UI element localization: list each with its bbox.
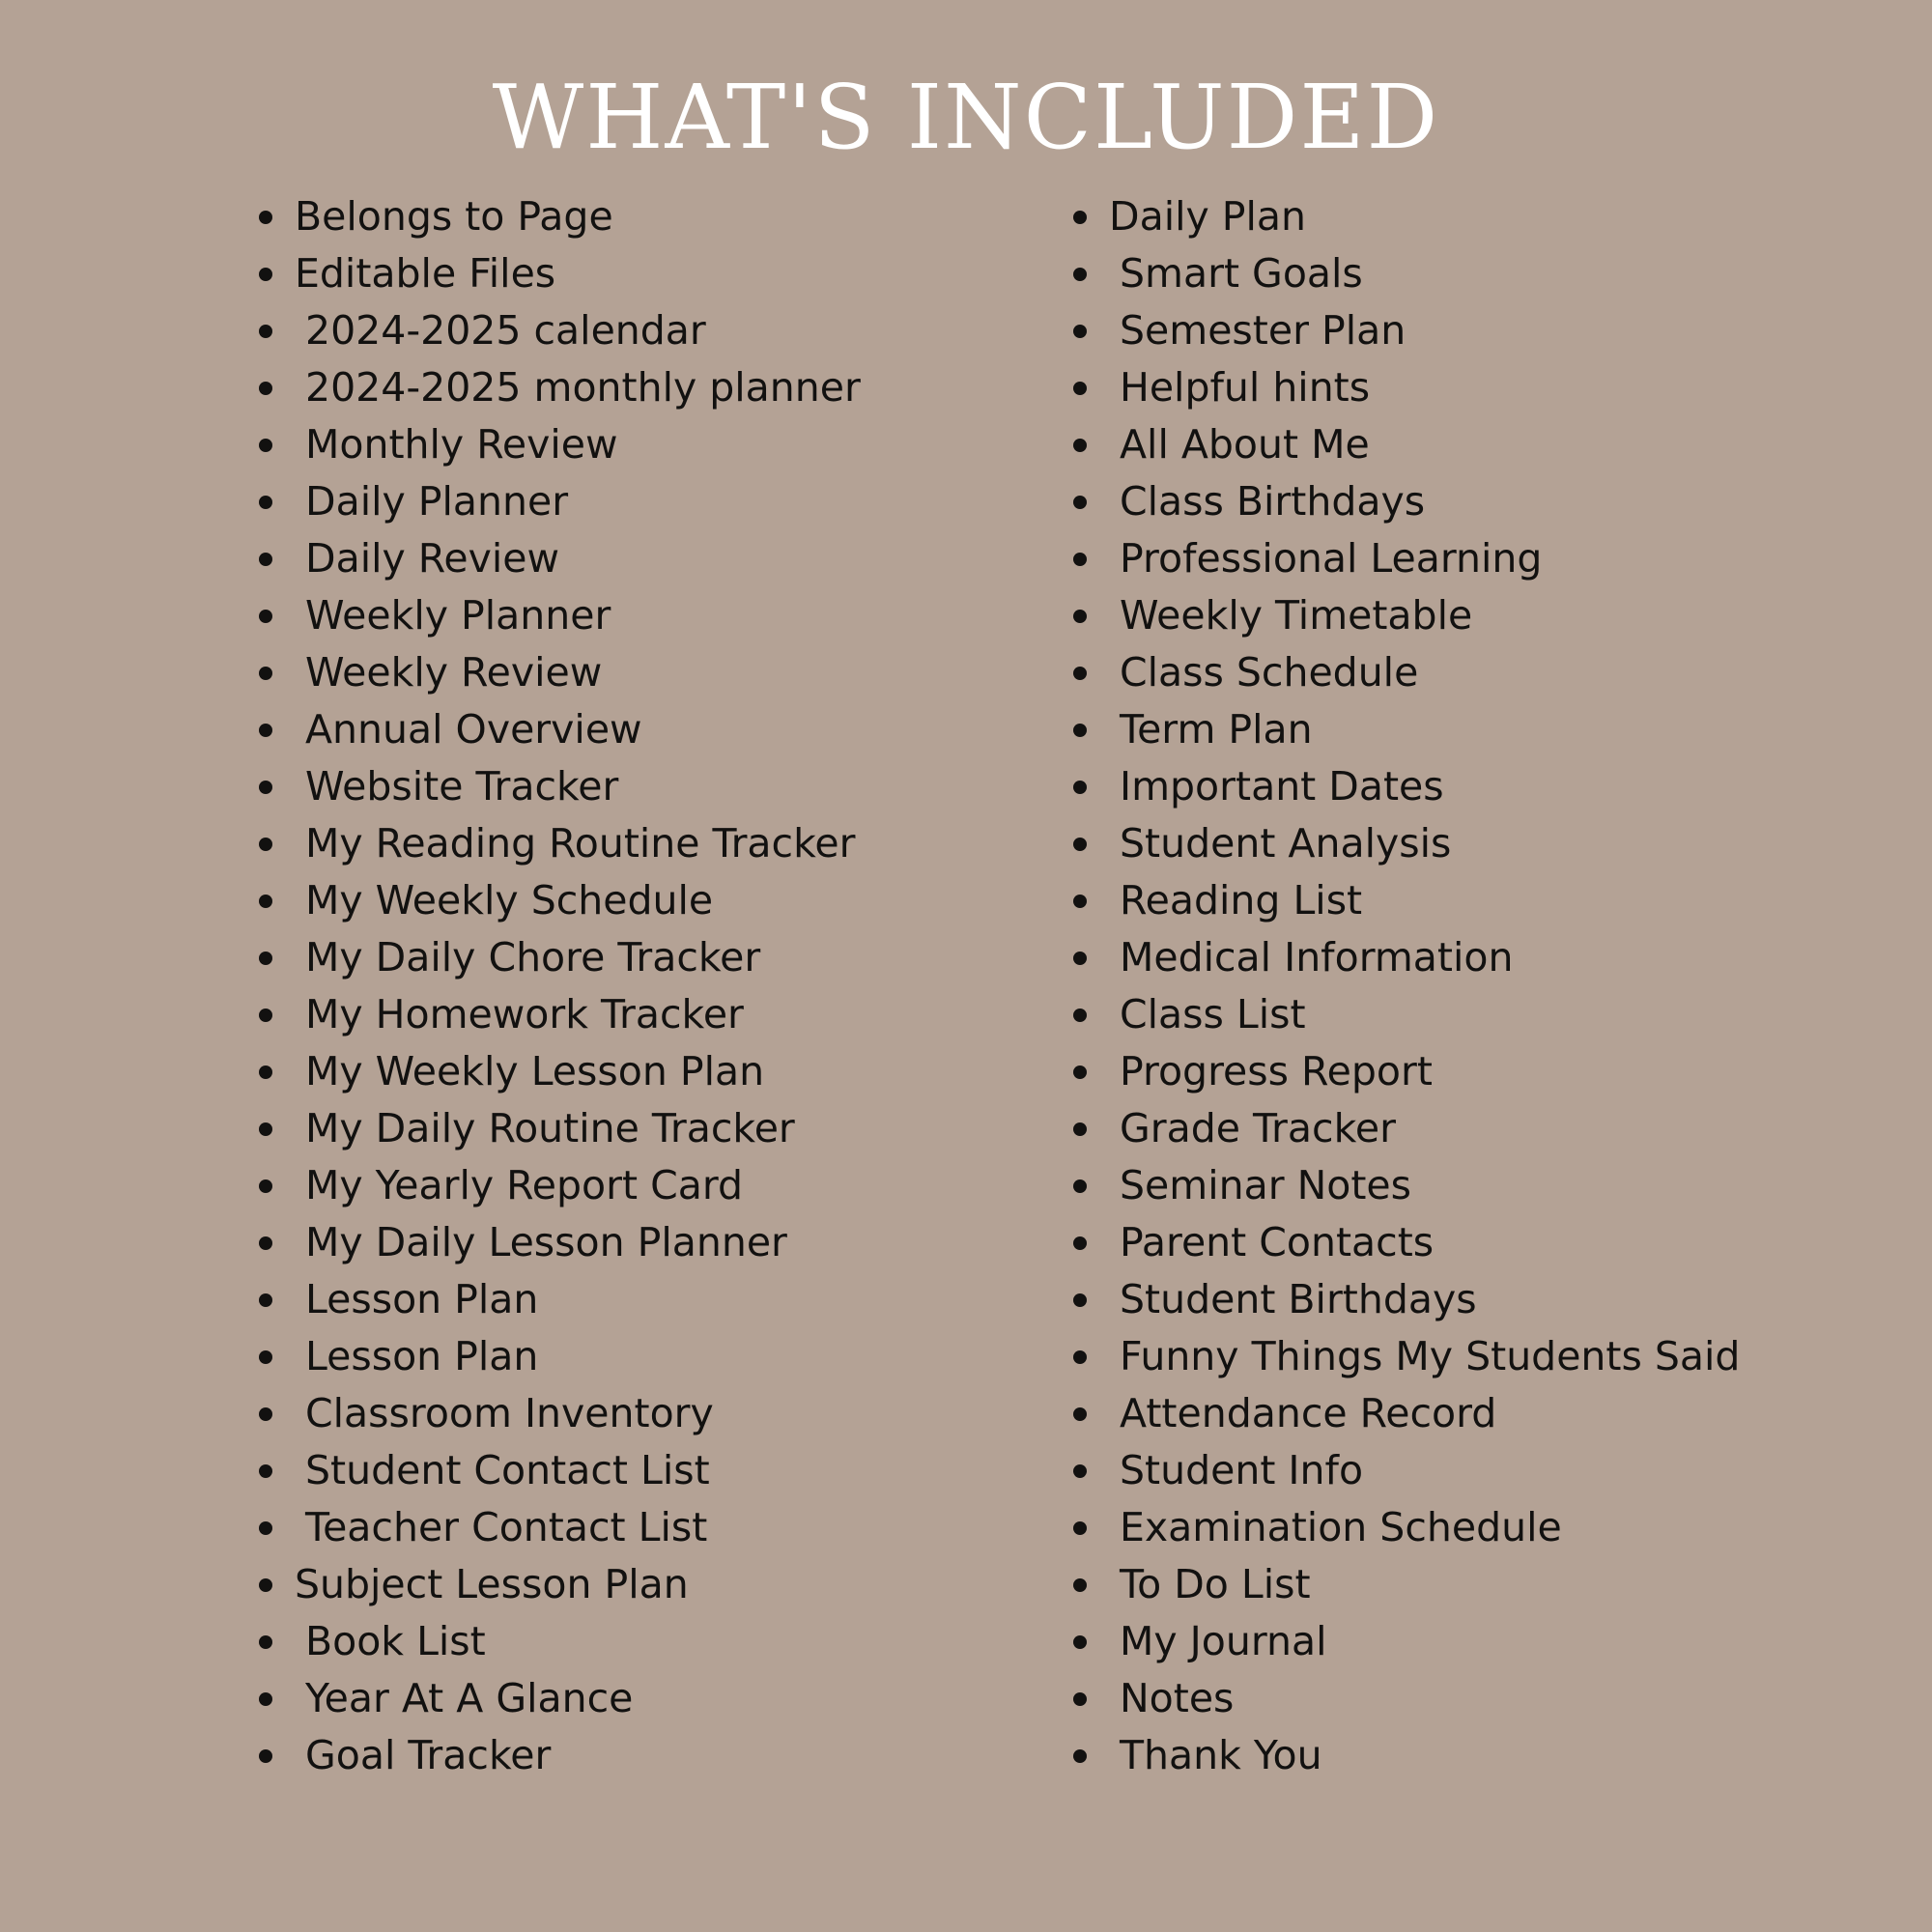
bullet-icon [259,1407,272,1421]
bullet-icon [1073,1521,1087,1535]
list-item-label: 2024-2025 monthly planner [305,364,861,411]
list-item-label: Medical Information [1120,934,1514,980]
list-item [251,1556,861,1613]
list-item-label: My Homework Tracker [305,991,744,1037]
list-item-label: Website Tracker [305,763,619,810]
bullet-icon [1073,1350,1087,1364]
list-item [1065,872,1740,929]
list-item [251,644,861,701]
bullet-icon [259,1122,272,1136]
list-item [1065,1670,1740,1727]
list-item-label: Daily Planner [305,478,569,525]
page-title: WHAT'S INCLUDED [492,66,1440,169]
list-item [1065,473,1740,530]
bullet-icon [259,781,272,794]
list-item [251,872,861,929]
bullet-icon [1073,1009,1087,1022]
list-item [251,473,861,530]
list-item [1065,1100,1740,1157]
bullet-icon [1073,1293,1087,1307]
list-item-label: Teacher Contact List [305,1504,708,1550]
bullet-icon [259,724,272,737]
list-item [1065,1613,1740,1670]
included-list-left [251,188,861,1784]
list-item [251,1214,861,1271]
list-item [1065,1271,1740,1328]
bullet-icon [259,1236,272,1250]
list-item [251,1328,861,1385]
list-item-label: 2024-2025 calendar [305,307,706,354]
bullet-icon [1073,781,1087,794]
bullet-icon [1073,1749,1087,1763]
bullet-icon [1073,895,1087,908]
bullet-icon [1073,496,1087,509]
list-item-label: Class Birthdays [1120,478,1426,525]
list-item [1065,1043,1740,1100]
list-item-label: Subject Lesson Plan [295,1561,689,1607]
bullet-icon [1073,1236,1087,1250]
bullet-icon [259,1065,272,1079]
list-item [251,245,861,302]
list-item [251,587,861,644]
list-item-label: Student Analysis [1120,820,1452,867]
list-item [1065,587,1740,644]
list-item-label: Funny Things My Students Said [1120,1333,1741,1379]
bullet-icon [259,610,272,623]
bullet-icon [259,838,272,851]
bullet-icon [1073,553,1087,566]
bullet-icon [1073,268,1087,281]
bullet-icon [1073,1122,1087,1136]
list-item-label: Attendance Record [1120,1390,1497,1436]
list-item-label: Monthly Review [305,421,618,468]
list-item-label: Helpful hints [1120,364,1371,411]
list-item [1065,1328,1740,1385]
list-item-label: My Yearly Report Card [305,1162,744,1208]
list-item-label: My Weekly Lesson Plan [305,1048,765,1094]
list-item [1065,815,1740,872]
list-item-label: Daily Plan [1109,193,1306,240]
bullet-icon [1073,439,1087,452]
bullet-icon [1073,382,1087,395]
list-item [1065,986,1740,1043]
bullet-icon [1073,1407,1087,1421]
list-item-label: Editable Files [295,250,556,297]
list-item-label: Daily Review [305,535,560,582]
list-item [1065,530,1740,587]
list-item-label: Class List [1120,991,1306,1037]
list-item [1065,302,1740,359]
list-item-label: My Reading Routine Tracker [305,820,856,867]
list-item-label: Student Info [1120,1447,1364,1493]
bullet-icon [1073,1578,1087,1592]
list-item [251,1442,861,1499]
list-item-label: My Daily Routine Tracker [305,1105,795,1151]
bullet-icon [259,439,272,452]
list-item [1065,701,1740,758]
bullet-icon [1073,1179,1087,1193]
list-item-label: Examination Schedule [1120,1504,1562,1550]
list-item-label: Student Contact List [305,1447,710,1493]
bullet-icon [1073,610,1087,623]
bullet-icon [1073,838,1087,851]
bullet-icon [259,1009,272,1022]
included-list-right [1065,188,1740,1784]
list-item [251,1100,861,1157]
list-item [1065,1556,1740,1613]
bullet-icon [1073,1692,1087,1706]
list-item [251,188,861,245]
list-item [251,1499,861,1556]
list-item-label: Weekly Timetable [1120,592,1473,639]
bullet-icon [1073,325,1087,338]
list-item-label: Semester Plan [1120,307,1406,354]
bullet-icon [1073,1464,1087,1478]
bullet-icon [259,1464,272,1478]
list-item-label: Thank You [1120,1732,1322,1778]
list-item [251,302,861,359]
list-item [251,701,861,758]
bullet-icon [1073,211,1087,224]
list-item [251,416,861,473]
list-item [251,1043,861,1100]
list-item [251,1271,861,1328]
list-item-label: Professional Learning [1120,535,1543,582]
bullet-icon [259,268,272,281]
list-item [251,1670,861,1727]
list-item-label: To Do List [1120,1561,1311,1607]
list-item [251,530,861,587]
bullet-icon [259,496,272,509]
list-item [1065,1727,1740,1784]
list-item-label: Weekly Planner [305,592,611,639]
list-item [1065,245,1740,302]
list-item [1065,929,1740,986]
list-item-label: Grade Tracker [1120,1105,1396,1151]
list-item-label: Goal Tracker [305,1732,552,1778]
list-item-label: Smart Goals [1120,250,1363,297]
list-item [1065,416,1740,473]
list-item-label: Reading List [1120,877,1363,923]
list-item [1065,1442,1740,1499]
list-item-label: Annual Overview [305,706,642,753]
bullet-icon [259,1635,272,1649]
list-item-label: Lesson Plan [305,1333,539,1379]
list-item-label: My Journal [1120,1618,1327,1664]
list-item-label: My Daily Chore Tracker [305,934,761,980]
list-item [251,359,861,416]
list-item [251,815,861,872]
list-item-label: Book List [305,1618,486,1664]
list-item [251,1385,861,1442]
bullet-icon [259,211,272,224]
list-item-label: All About Me [1120,421,1370,468]
list-item-label: Class Schedule [1120,649,1419,696]
bullet-icon [259,895,272,908]
list-item [1065,188,1740,245]
list-item [251,1727,861,1784]
bullet-icon [259,553,272,566]
list-item-label: Important Dates [1120,763,1444,810]
list-item-label: Parent Contacts [1120,1219,1435,1265]
list-item-label: Notes [1120,1675,1235,1721]
bullet-icon [1073,1065,1087,1079]
bullet-icon [259,382,272,395]
bullet-icon [259,667,272,680]
bullet-icon [259,1293,272,1307]
list-item [1065,758,1740,815]
bullet-icon [259,1749,272,1763]
list-item-label: Weekly Review [305,649,603,696]
bullet-icon [259,1350,272,1364]
list-item [251,986,861,1043]
bullet-icon [1073,1635,1087,1649]
list-item [1065,1385,1740,1442]
bullet-icon [259,1692,272,1706]
list-item-label: My Weekly Schedule [305,877,714,923]
list-item-label: My Daily Lesson Planner [305,1219,787,1265]
list-item [1065,644,1740,701]
list-item [1065,1157,1740,1214]
list-item-label: Classroom Inventory [305,1390,714,1436]
list-item-label: Lesson Plan [305,1276,539,1322]
list-item [251,929,861,986]
list-item [1065,359,1740,416]
list-item [251,758,861,815]
list-item-label: Student Birthdays [1120,1276,1477,1322]
bullet-icon [259,325,272,338]
list-item-label: Belongs to Page [295,193,613,240]
bullet-icon [259,952,272,965]
bullet-icon [259,1521,272,1535]
list-item-label: Year At A Glance [305,1675,634,1721]
list-item [251,1157,861,1214]
list-item-label: Term Plan [1120,706,1313,753]
bullet-icon [259,1179,272,1193]
list-item-label: Seminar Notes [1120,1162,1411,1208]
bullet-icon [259,1578,272,1592]
list-item [1065,1499,1740,1556]
bullet-icon [1073,724,1087,737]
list-item [251,1613,861,1670]
list-item [1065,1214,1740,1271]
list-item-label: Progress Report [1120,1048,1433,1094]
bullet-icon [1073,952,1087,965]
bullet-icon [1073,667,1087,680]
